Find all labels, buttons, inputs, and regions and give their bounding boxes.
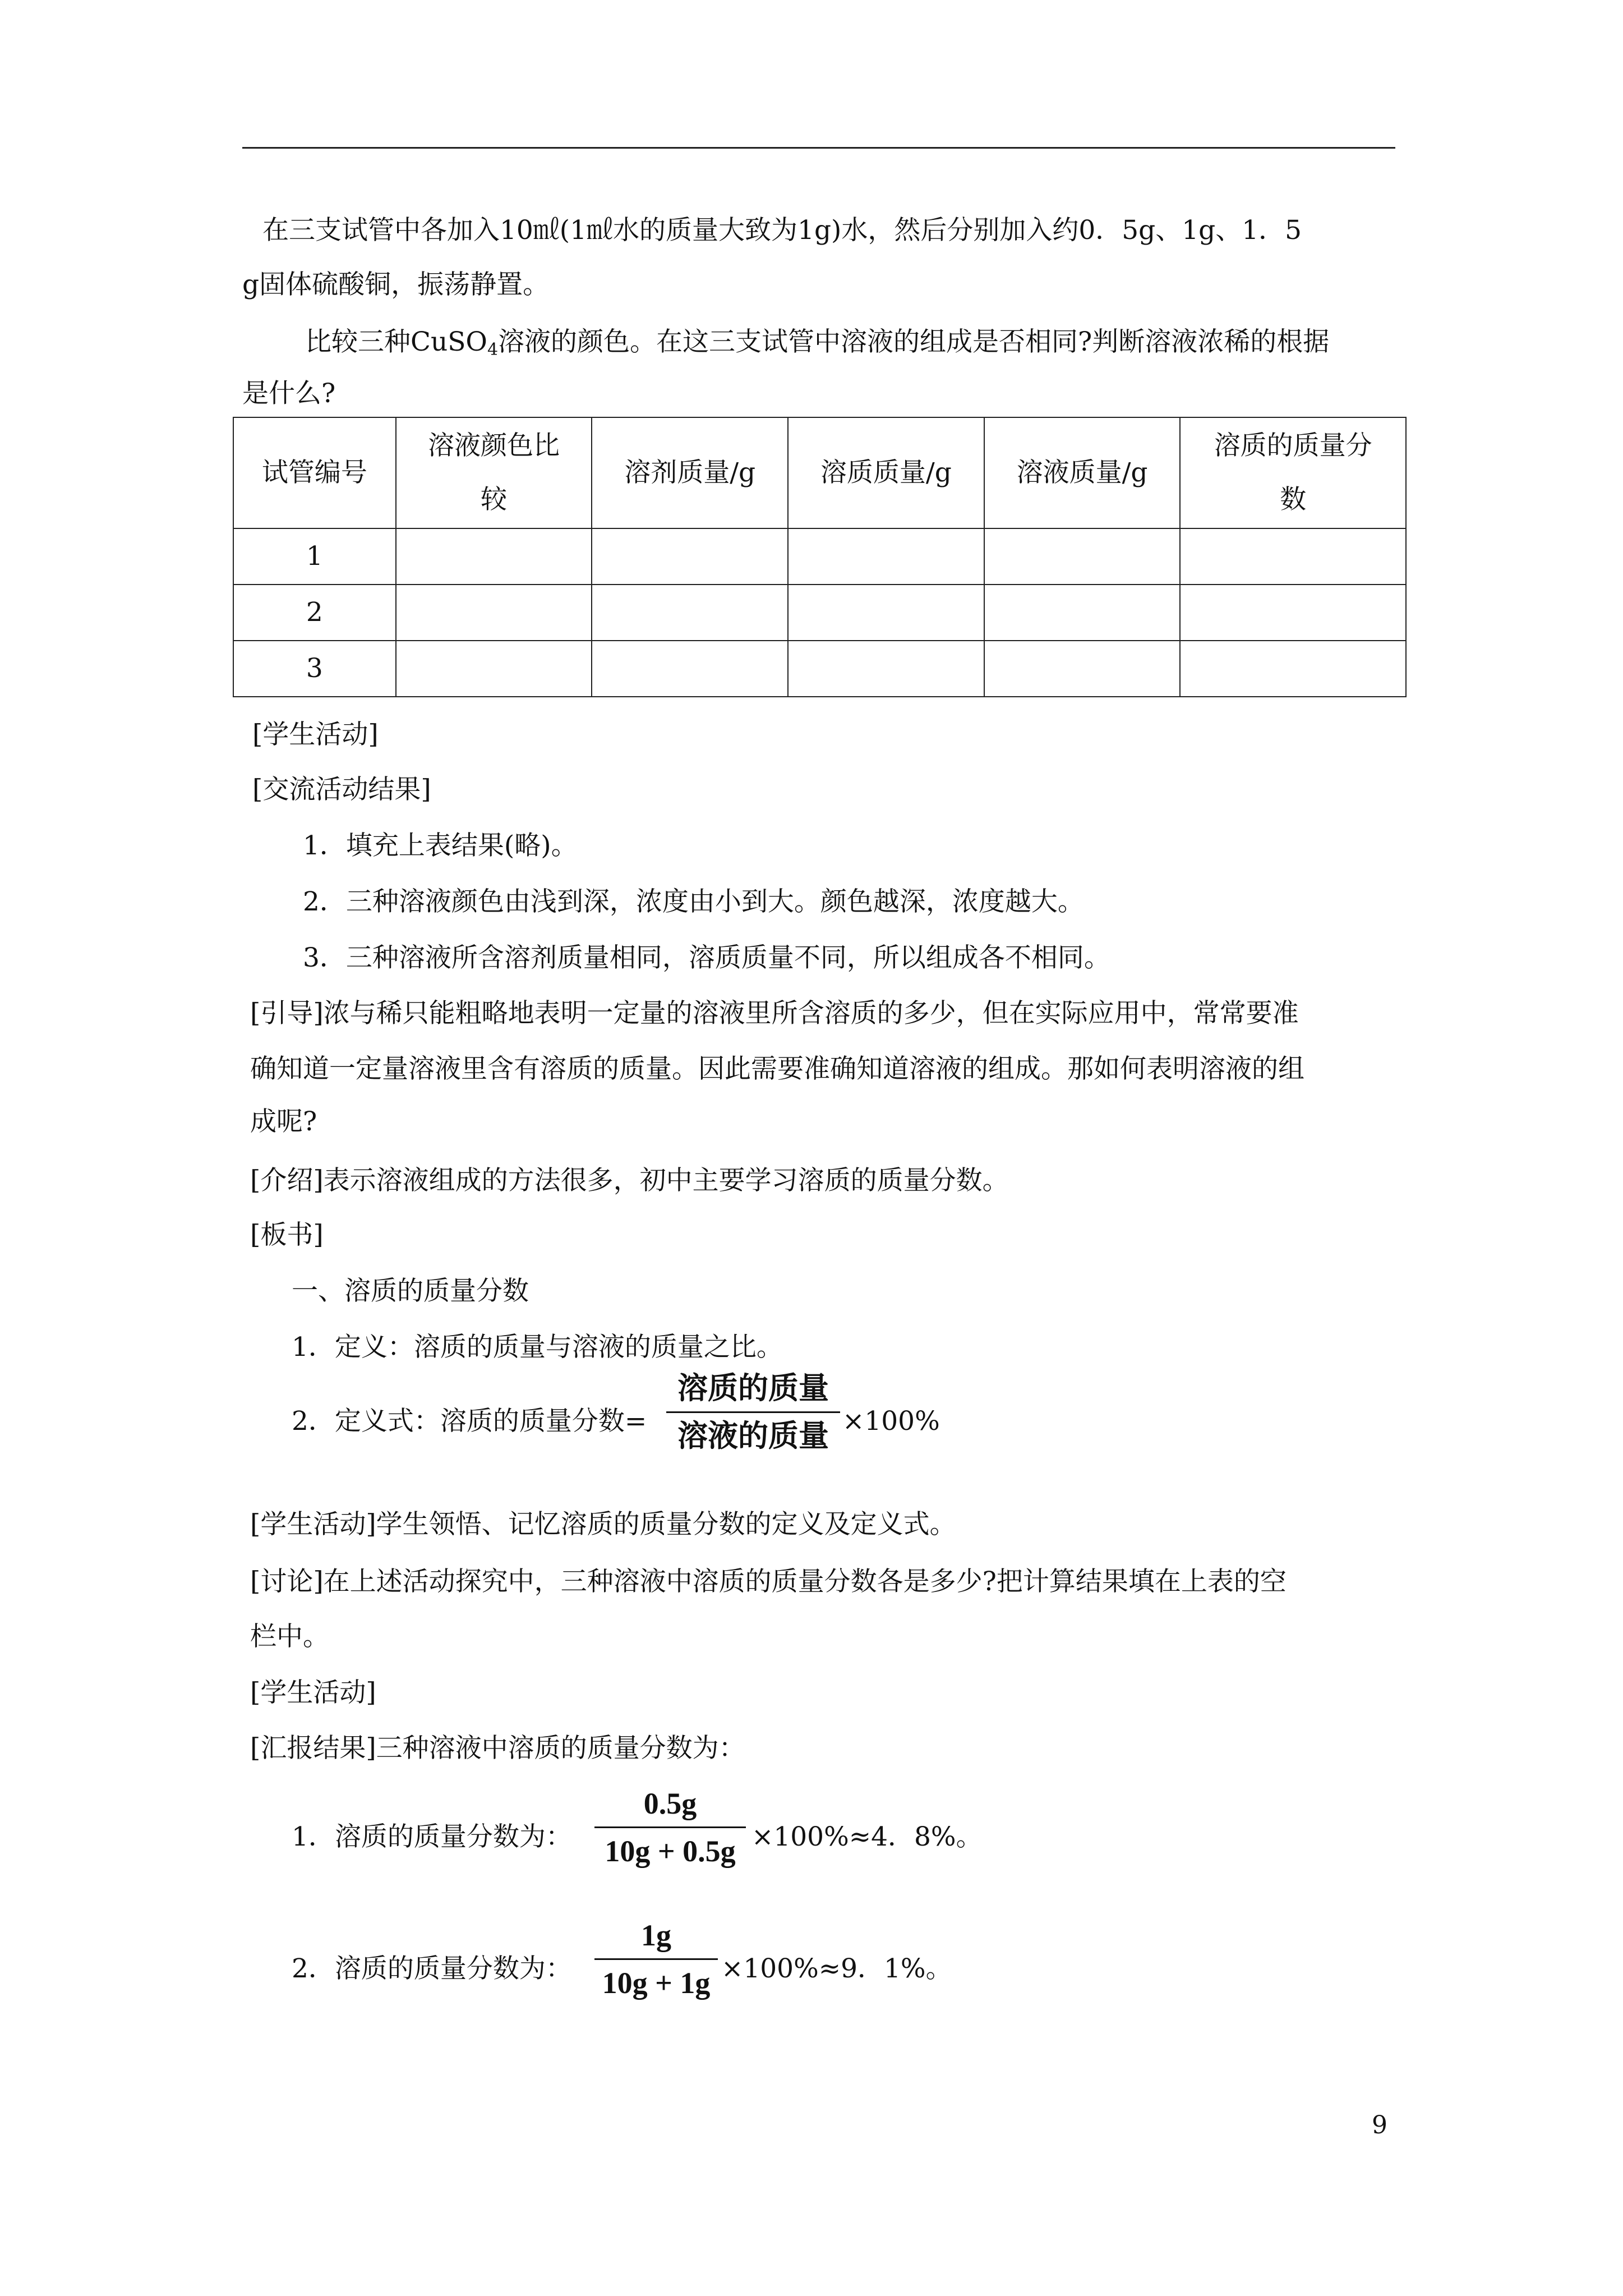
table-cell: 3	[233, 641, 396, 697]
discuss-line-2: 栏中。	[250, 1621, 329, 1652]
intro-line-3-pre: 比较三种CuSO	[305, 326, 487, 357]
table-header-row	[233, 417, 1406, 528]
table-cell	[1180, 641, 1406, 697]
header-line: 溶液颜色比	[428, 430, 560, 461]
guide-line-3: 成呢?	[250, 1106, 317, 1137]
report-line: [汇报结果]三种溶液中溶质的质量分数为：	[250, 1733, 745, 1764]
calc-2-label: 2．溶质的质量分数为：	[292, 1953, 572, 1984]
section-heading: 一、溶质的质量分数	[292, 1276, 529, 1306]
header-rule	[242, 147, 1395, 149]
intro-line-4: 是什么?	[242, 378, 336, 409]
fraction-denominator: 10g + 0.5g	[605, 1834, 736, 1868]
calc-2-fraction	[594, 1916, 718, 2003]
student-activity-2: [学生活动]学生领悟、记忆溶质的质量分数的定义及定义式。	[250, 1509, 956, 1540]
table-cell: 1	[233, 528, 396, 585]
fraction-numerator: 溶质的质量	[677, 1370, 829, 1406]
fraction-numerator: 1g	[641, 1918, 671, 1952]
table-row	[233, 528, 1406, 585]
guide-line-2: 确知道一定量溶液里含有溶质的质量。因此需要准确知道溶液的组成。那如何表明溶液的组	[250, 1053, 1304, 1084]
student-activity-1: [学生活动]	[252, 719, 379, 750]
table-cell	[592, 585, 788, 641]
table-cell	[1180, 585, 1406, 641]
board-label: [板书]	[250, 1220, 324, 1250]
header-line: 较	[481, 484, 508, 515]
table-cell	[788, 585, 984, 641]
header-line: 溶质质量/g	[820, 457, 952, 488]
intro-method: [介绍]表示溶液组成的方法很多，初中主要学习溶质的质量分数。	[250, 1165, 1009, 1196]
table-cell	[1180, 528, 1406, 585]
intro-line-3	[305, 325, 1329, 367]
fraction-denominator: 10g + 1g	[602, 1966, 711, 2000]
header-line: 溶质的质量分	[1214, 430, 1372, 461]
fraction-denominator: 溶液的质量	[677, 1418, 829, 1453]
fraction-bar	[666, 1411, 840, 1413]
intro-line-1: 在三支试管中各加入10㎖(1㎖水的质量大致为1g)水，然后分别加入约0．5g、1g、1．5	[262, 215, 1302, 246]
definition: 1．定义：溶质的质量与溶液的质量之比。	[292, 1332, 783, 1363]
table-cell	[592, 528, 788, 585]
calc-1-label: 1．溶质的质量分数为：	[292, 1821, 572, 1852]
header-cell-solution-mass	[984, 417, 1181, 528]
fraction-bar	[594, 1826, 746, 1828]
table-cell	[396, 641, 592, 697]
calc-1-fraction	[594, 1784, 746, 1871]
definition-fraction	[666, 1369, 840, 1456]
table-cell	[788, 641, 984, 697]
header-cell-mass-fraction	[1180, 417, 1406, 528]
header-cell-tube-number	[233, 417, 396, 528]
table-row	[233, 641, 1406, 697]
table-cell: 2	[233, 585, 396, 641]
table-cell	[788, 528, 984, 585]
table-cell	[984, 641, 1181, 697]
header-cell-color	[396, 417, 592, 528]
calc-2-tail: ×100%≈9．1%。	[721, 1953, 952, 1984]
header-line: 溶液质量/g	[1016, 457, 1148, 488]
intro-line-3-post: 溶液的颜色。在这三支试管中溶液的组成是否相同?判断溶液浓稀的根据	[498, 326, 1330, 357]
exchange-item-3: 3．三种溶液所含溶剂质量相同，溶质质量不同，所以组成各不相同。	[303, 942, 1110, 973]
calc-1-tail: ×100%≈4．8%。	[751, 1821, 983, 1852]
student-activity-3: [学生活动]	[250, 1677, 376, 1708]
formula-tail: ×100%	[842, 1406, 940, 1437]
fraction-numerator: 0.5g	[643, 1787, 697, 1820]
discuss-line-1: [讨论]在上述活动探究中，三种溶液中溶质的质量分数各是多少?把计算结果填在上表的空	[250, 1566, 1287, 1597]
header-line: 溶剂质量/g	[624, 457, 756, 488]
experiment-table	[233, 417, 1407, 697]
exchange-item-2: 2．三种溶液颜色由浅到深，浓度由小到大。颜色越深，浓度越大。	[303, 886, 1084, 917]
table-cell	[984, 528, 1181, 585]
table-row	[233, 585, 1406, 641]
formula-label: 2．定义式：溶质的质量分数=	[292, 1406, 647, 1437]
table-cell	[396, 585, 592, 641]
table-cell	[592, 641, 788, 697]
table-cell	[396, 528, 592, 585]
exchange-item-1: 1．填充上表结果(略)。	[303, 830, 578, 861]
exchange-title: [交流活动结果]	[252, 774, 431, 805]
intro-line-2: g固体硫酸铜，振荡静置。	[242, 269, 550, 300]
header-line: 数	[1280, 484, 1307, 515]
intro-line-3-sub: 4	[487, 340, 499, 360]
table-cell	[984, 585, 1181, 641]
header-cell-solvent-mass	[592, 417, 788, 528]
page-number: 9	[1372, 2111, 1387, 2139]
header-cell-solute-mass	[788, 417, 984, 528]
fraction-bar	[594, 1958, 718, 1960]
header-line: 试管编号	[261, 457, 367, 488]
guide-line-1: [引导]浓与稀只能粗略地表明一定量的溶液里所含溶质的多少，但在实际应用中，常常要准	[250, 998, 1299, 1029]
